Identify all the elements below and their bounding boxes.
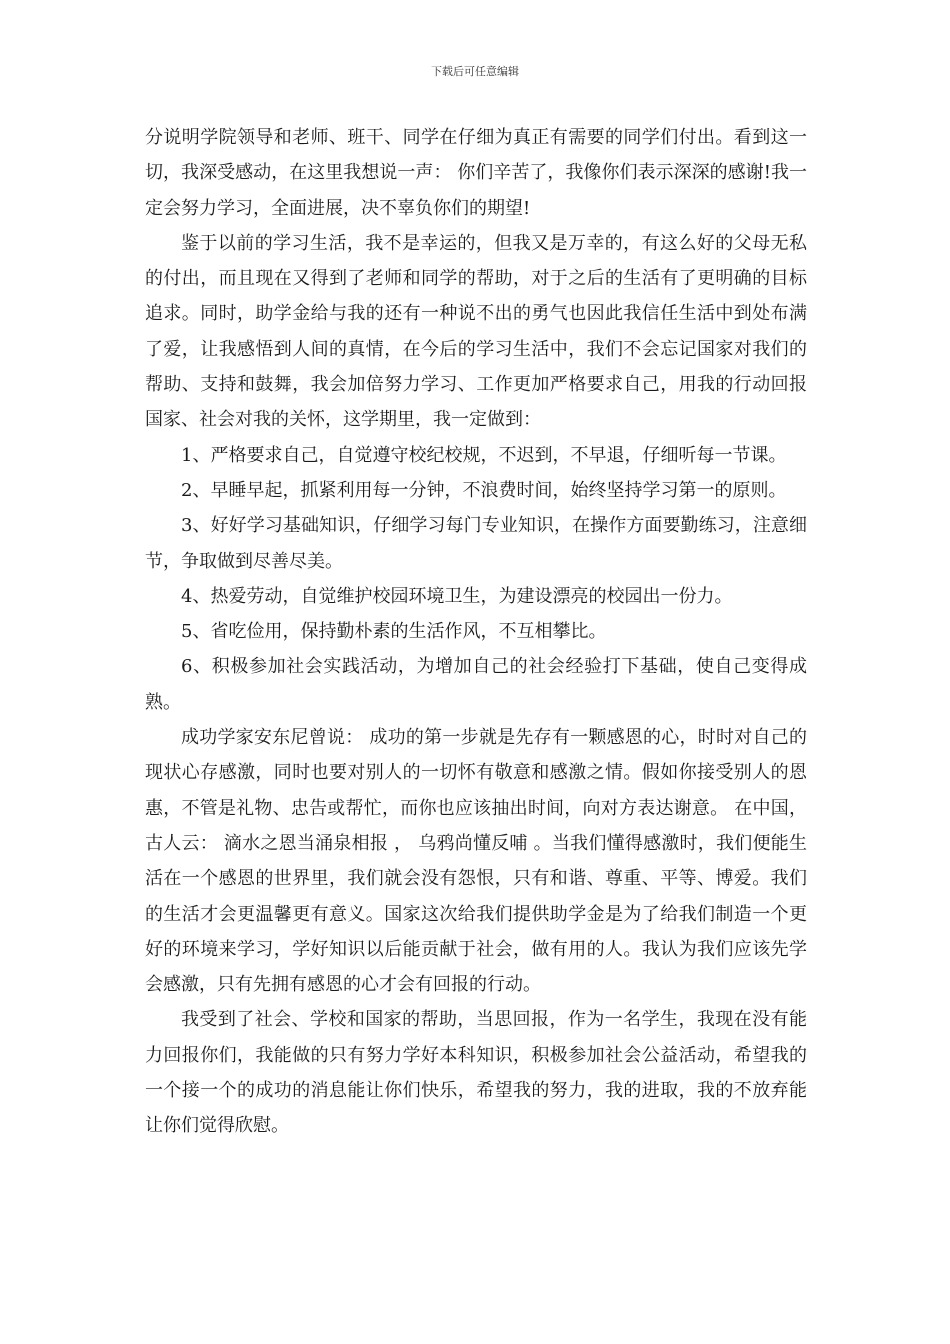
page-header: 下载后可任意编辑: [431, 65, 519, 78]
list-item: 2、早睡早起，抓紧利用每一分钟，不浪费时间，始终坚持学习第一的原则。: [181, 479, 787, 501]
list-item: 6、积极参加社会实践活动，为增加自己的社会经验打下基础，使自己变得成熟。: [145, 656, 807, 713]
document-body: [145, 120, 807, 1144]
paragraph: 鉴于以前的学习生活，我不是幸运的，但我又是万幸的，有这么好的父母无私的付出，而且现在又得到了老师和同学的帮助，对于之后的生活有了更明确的目标追求。同时，助学金给与我的还有一种说不出的勇气也因此我信任生活中到处布满了爱，让我感悟到人间的真情，在今后的学习生活中，我们不会忘记国家对我们的帮助、支持和鼓舞，我会加倍努力学习、工作更加严格要求自己，用我的行动回报国家、社会对我的关怀，这学期里，我一定做到：: [145, 232, 807, 431]
list-item: 3、好好学习基础知识，仔细学习每门专业知识，在操作方面要勤练习，注意细节，争取做到尽善尽美。: [145, 515, 807, 572]
paragraph: 分说明学院领导和老师、班干、同学在仔细为真正有需要的同学们付出。看到这一切，我深受感动，在这里我想说一声： 你们辛苦了，我像你们表示深深的感谢!我一定会努力学习，全面进展，决不辜负你们的期望!: [145, 127, 807, 219]
paragraph: 成功学家安东尼曾说： 成功的第一步就是先存有一颗感恩的心，时时对自己的现状心存感激，同时也要对别人的一切怀有敬意和感激之情。假如你接受别人的恩惠，不管是礼物、忠告或帮忙，而你也应该抽出时间，向对方表达谢意。 在中国，古人云： 滴水之恩当涌泉相报 ， 乌鸦尚懂反哺 。当我们懂得感激时，我们便能生活在一个感恩的世界里，我们就会没有怨恨，只有和谐、尊重、平等、博爱。我们的生活才会更温馨更有意义。国家这次给我们提供助学金是为了给我们制造一个更好的环境来学习，学好知识以后能贡献于社会，做有用的人。我认为我们应该先学会感激，只有先拥有感恩的心才会有回报的行动。: [145, 727, 807, 996]
list-item: 4、热爱劳动，自觉维护校园环境卫生，为建设漂亮的校园出一份力。: [181, 585, 733, 607]
list-item: 1、严格要求自己，自觉遵守校纪校规，不迟到，不早退，仔细听每一节课。: [181, 444, 787, 466]
list-item: 5、省吃俭用，保持勤朴素的生活作风，不互相攀比。: [181, 621, 607, 643]
paragraph: 我受到了社会、学校和国家的帮助，当思回报，作为一名学生，我现在没有能力回报你们，我能做的只有努力学好本科知识，积极参加社会公益活动，希望我的一个接一个的成功的消息能让你们快乐，希望我的努力，我的进取，我的不放弃能让你们觉得欣慰。: [145, 1009, 807, 1137]
